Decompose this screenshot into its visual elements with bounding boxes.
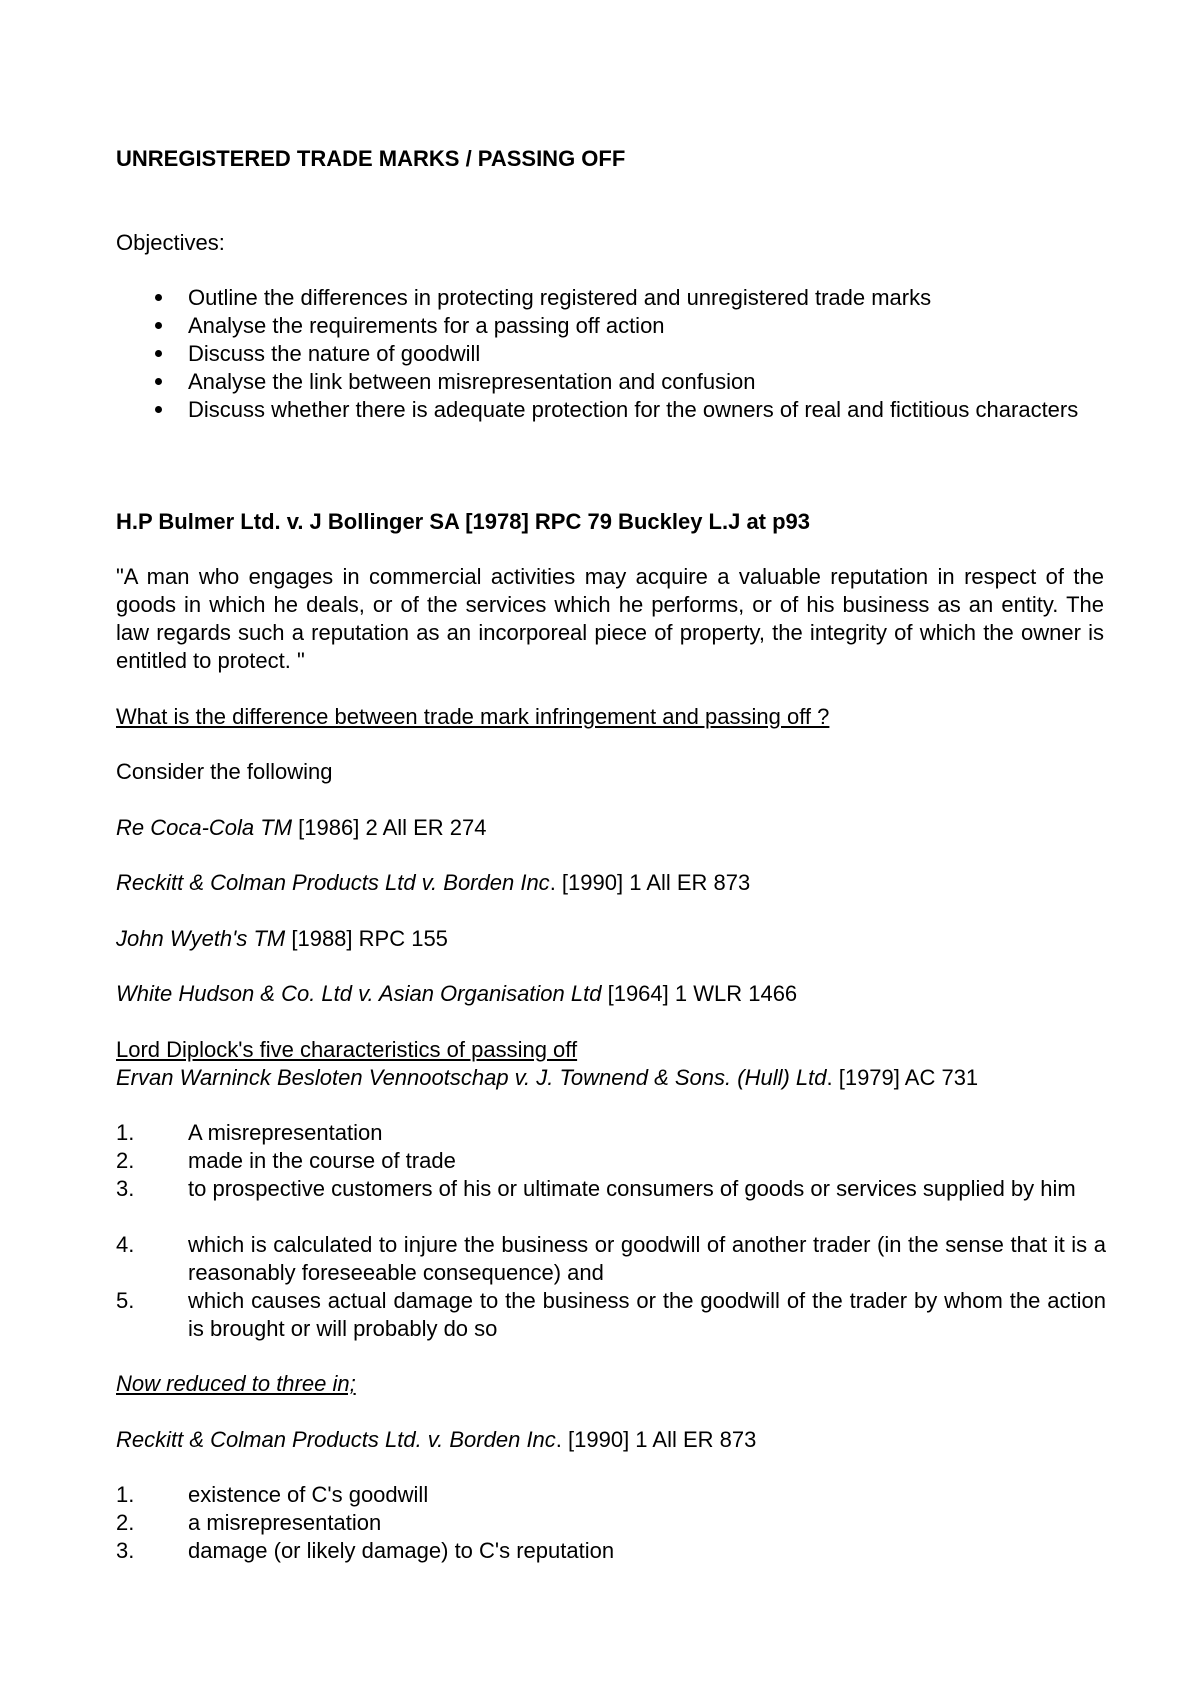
- case-name: Reckitt & Colman Products Ltd. v. Borden Inc: [116, 1427, 556, 1452]
- case-citation-row: [116, 1426, 756, 1454]
- list-item: Discuss whether there is adequate protection for the owners of real and fictitious characters: [188, 397, 1079, 422]
- list-item: which is calculated to injure the business or goodwill of another trader (in the sense that it is a reasonably foreseeable consequence) and: [188, 1232, 1106, 1285]
- case-name: Reckitt & Colman Products Ltd v. Borden Inc: [116, 870, 550, 895]
- list-number: 1.: [116, 1120, 135, 1145]
- case-citation: . [1979] AC 731: [826, 1065, 979, 1090]
- case-citation-row: [116, 925, 448, 953]
- list-item: which causes actual damage to the business or the goodwill of the trader by whom the action is brought or will probably do so: [188, 1288, 1106, 1341]
- case-citation: . [1990] 1 All ER 873: [555, 1427, 757, 1452]
- list-number: 2.: [116, 1148, 135, 1173]
- case-citation-row: [116, 814, 487, 842]
- bullet-icon: [155, 294, 162, 301]
- case-citation: [1964] 1 WLR 1466: [601, 981, 798, 1006]
- list-number: 5.: [116, 1288, 135, 1313]
- diplock-heading: Lord Diplock's five characteristics of passing off: [116, 1037, 578, 1062]
- case-name: John Wyeth's TM: [116, 926, 286, 951]
- list-item: Discuss the nature of goodwill: [188, 341, 481, 366]
- consider-text: Consider the following: [116, 759, 333, 784]
- list-number: 3.: [116, 1176, 135, 1201]
- case-citation: . [1990] 1 All ER 873: [549, 870, 751, 895]
- list-item: Outline the differences in protecting registered and unregistered trade marks: [188, 285, 932, 310]
- question-heading: What is the difference between trade mark infringement and passing off ?: [116, 704, 830, 729]
- case-citation-row: [116, 1064, 978, 1092]
- case-citation: [1986] 2 All ER 274: [292, 815, 487, 840]
- list-item: to prospective customers of his or ultimate consumers of goods or services supplied by him: [188, 1176, 1076, 1201]
- objectives-heading: Objectives:: [116, 230, 225, 255]
- case-citation-row: [116, 869, 750, 897]
- list-number: 2.: [116, 1510, 135, 1535]
- list-item: damage (or likely damage) to C's reputation: [188, 1538, 615, 1563]
- case-name: Re Coca-Cola TM: [116, 815, 293, 840]
- page-title: UNREGISTERED TRADE MARKS / PASSING OFF: [116, 146, 626, 171]
- bulmer-quote: "A man who engages in commercial activities may acquire a valuable reputation in respect of the goods in which he deals, or of the services which he performs, or of his business as an entity. The law regards such a reputation as an incorporeal piece of property, the integrity of which the owner is entitled to protect. ": [116, 564, 1104, 673]
- case-heading-bulmer: H.P Bulmer Ltd. v. J Bollinger SA [1978] RPC 79 Buckley L.J at p93: [116, 509, 811, 534]
- list-item: made in the course of trade: [188, 1148, 456, 1173]
- list-item: Analyse the link between misrepresentation and confusion: [188, 369, 756, 394]
- list-number: 4.: [116, 1232, 135, 1257]
- bullet-icon: [155, 322, 162, 329]
- case-citation-row: [116, 980, 797, 1008]
- list-item: A misrepresentation: [188, 1120, 383, 1145]
- list-item: Analyse the requirements for a passing off action: [188, 313, 665, 338]
- bullet-icon: [155, 350, 162, 357]
- case-name: Ervan Warninck Besloten Vennootschap v. J. Townend & Sons. (Hull) Ltd: [116, 1065, 827, 1090]
- bullet-icon: [155, 378, 162, 385]
- bullet-icon: [155, 406, 162, 413]
- reduced-heading: Now reduced to three in;: [116, 1371, 356, 1396]
- list-number: 1.: [116, 1482, 135, 1507]
- case-name: White Hudson & Co. Ltd v. Asian Organisation Ltd: [116, 981, 602, 1006]
- list-number: 3.: [116, 1538, 135, 1563]
- case-citation: [1988] RPC 155: [285, 926, 448, 951]
- list-item: a misrepresentation: [188, 1510, 382, 1535]
- list-item: existence of C's goodwill: [188, 1482, 429, 1507]
